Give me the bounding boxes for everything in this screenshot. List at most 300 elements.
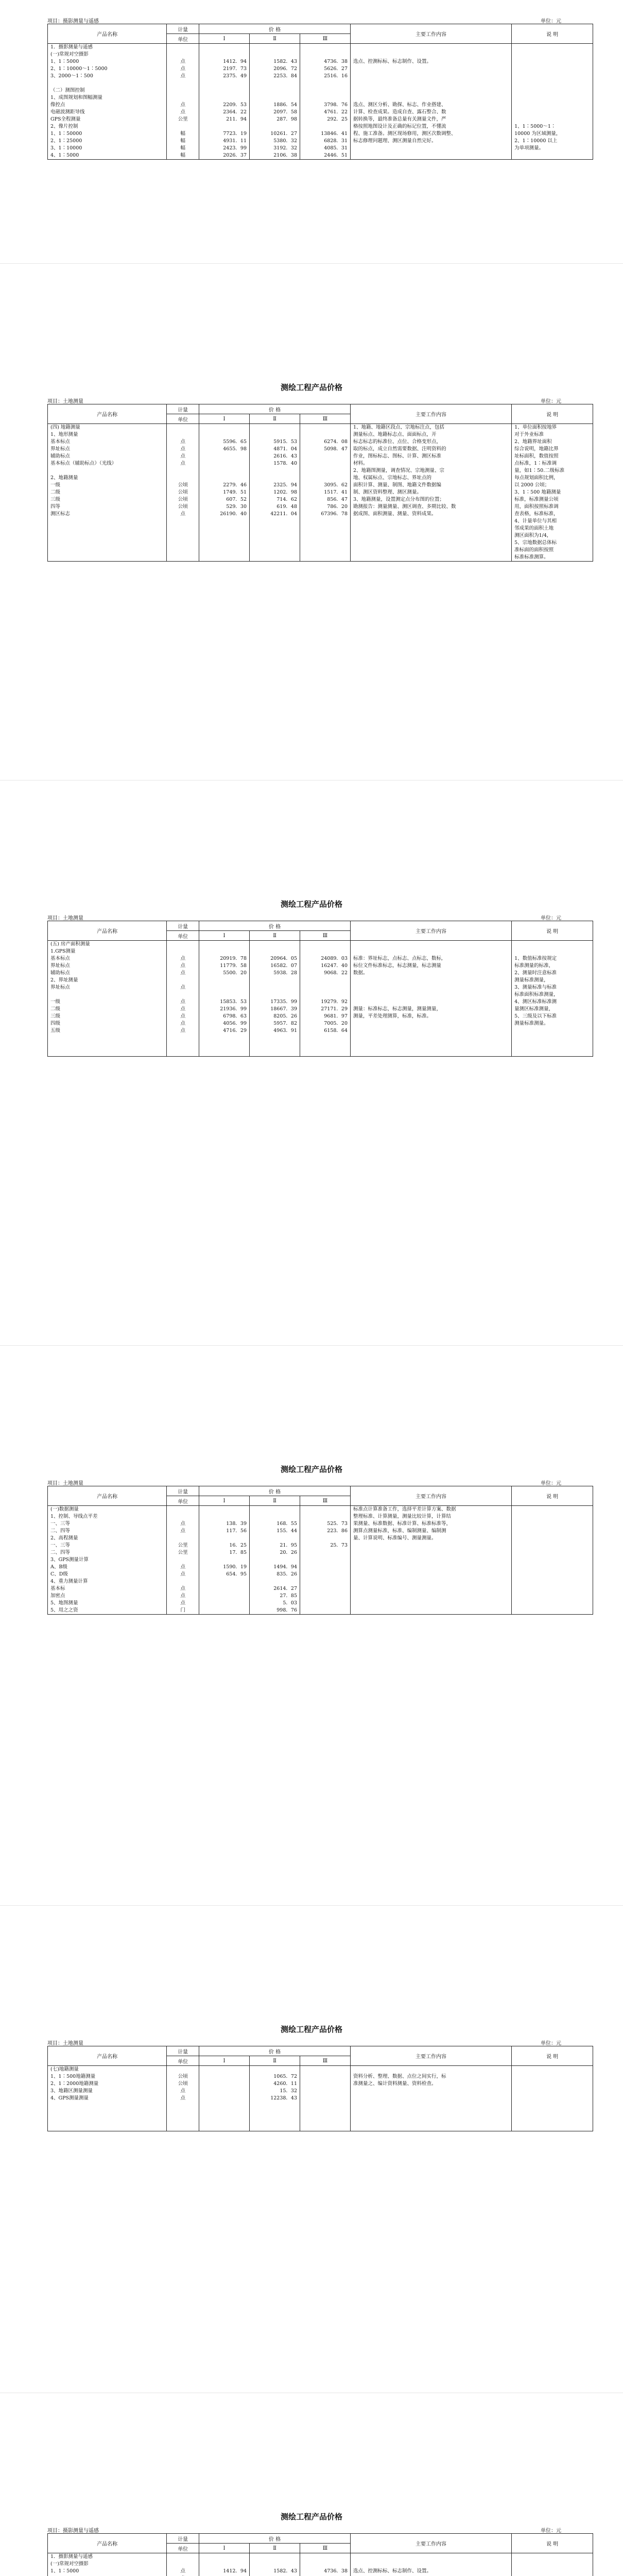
header-price: 价 格 [199, 404, 351, 414]
product-name-column [48, 941, 167, 1057]
header-grade-1: Ⅰ [199, 931, 250, 941]
cell [252, 1506, 297, 1513]
cell [202, 2095, 247, 2102]
cell: 二级 [50, 1006, 61, 1012]
note-line [514, 2095, 590, 2102]
cell [303, 1585, 348, 1592]
cell [202, 453, 247, 460]
grade-2-column [250, 44, 300, 160]
header-price: 价 格 [199, 1486, 351, 1496]
cell [50, 2109, 164, 2116]
project-label: 项目：土地测量 [47, 1481, 83, 1486]
note-line: 5、三级及以下标准 [514, 1013, 557, 1019]
header-unit: 计量 [167, 2046, 199, 2056]
project-label: 项目：土地测量 [47, 916, 83, 921]
cell: 4260．11 [273, 2081, 297, 2087]
note-line [514, 1520, 590, 1528]
cell [303, 1042, 348, 1049]
work-line [353, 1607, 509, 1614]
cell [202, 2088, 247, 2095]
cell: 2516．16 [324, 73, 348, 79]
cell [252, 87, 297, 94]
cell: 点 [180, 963, 185, 969]
cell: 27171．29 [321, 1006, 348, 1012]
grade-1-column [199, 44, 250, 160]
cell [50, 1042, 164, 1049]
work-line: 选点、控测标标、标志制作、设置。 [353, 59, 432, 64]
cell: 点 [180, 73, 185, 79]
cell [169, 80, 196, 87]
cell: 835．26 [276, 1571, 297, 1577]
cell: 公顷 [178, 2081, 188, 2087]
cell [303, 1564, 348, 1571]
cell: 点 [180, 59, 185, 64]
cell [202, 424, 247, 431]
cell [303, 474, 348, 482]
cell: 基本标 [50, 1586, 65, 1591]
cell: 一、三等 [50, 1521, 71, 1527]
work-line [353, 941, 509, 948]
cell [202, 941, 247, 948]
cell: 点 [180, 1521, 185, 1527]
cell [303, 2080, 348, 2088]
work-line [353, 1027, 509, 1035]
cell [303, 2561, 348, 2568]
cell: 2614．27 [273, 1586, 297, 1591]
cell: 4736．38 [324, 2568, 348, 2574]
cell [202, 2109, 247, 2116]
cell [252, 1513, 297, 1520]
header-work: 主要工作内容 [351, 404, 512, 424]
header-grade-3: Ⅲ [300, 414, 351, 424]
cell: 4655．98 [223, 446, 247, 452]
work-line: 计算、检查成果。造成自查、露石整合、数 [353, 109, 446, 115]
cell [252, 984, 297, 991]
work-line: 3、地籍测量，设置测定点分布图的位置； [353, 497, 445, 502]
header-note: 说 明 [512, 24, 593, 44]
cell [252, 424, 297, 431]
cell: 998．76 [276, 1607, 297, 1613]
cell: 155．44 [276, 1528, 297, 1534]
work-line: 取的标点，成立自然需要数据、注明资料的 [353, 446, 446, 452]
work-line [353, 1600, 509, 1607]
cell [169, 2124, 196, 2131]
unit-column [167, 941, 199, 1057]
work-line [353, 87, 509, 94]
cell: (一)数据测量 [50, 1506, 79, 1512]
cell [303, 431, 348, 438]
cell: 211．94 [226, 116, 247, 122]
cell [202, 1600, 247, 1607]
header-grade-3: Ⅲ [300, 1496, 351, 1506]
cell [202, 2124, 247, 2131]
work-line: 标准：界址标志，点标志、点标志，数标, [353, 956, 443, 961]
note-line: 4、测区标准标准测 [514, 999, 557, 1005]
work-line [353, 1592, 509, 1600]
work-column [351, 424, 512, 562]
grade-1-column [199, 941, 250, 1057]
work-line: 格按照地图设计及正确的标记位置，不懂流 [353, 124, 446, 129]
cell: 16．25 [229, 1543, 247, 1548]
work-column [351, 44, 512, 160]
cell: (一)常规对空摄影 [50, 2561, 89, 2567]
note-line [514, 2073, 590, 2080]
cell: 117．56 [226, 1528, 247, 1534]
cell: 点 [180, 985, 185, 990]
cell: 5．03 [283, 1600, 297, 1606]
work-line [353, 1585, 509, 1592]
cell: 18667．39 [270, 1006, 297, 1012]
header-unit-2: 单位 [167, 1496, 199, 1506]
cell [303, 2102, 348, 2109]
cell: 21936．99 [220, 1006, 247, 1012]
note-column [512, 1506, 593, 1615]
note-column [512, 424, 593, 562]
cell: 21．95 [280, 1543, 297, 1548]
cell [202, 2102, 247, 2109]
cell [252, 44, 297, 51]
cell [303, 2095, 348, 2102]
grade-2-column [250, 1506, 300, 1615]
price-table [47, 2046, 593, 2131]
cell [252, 2553, 297, 2561]
note-line: 为单项测量。 [514, 145, 544, 151]
note-line [514, 1592, 590, 1600]
table-row [48, 1506, 593, 1615]
cell [303, 948, 348, 955]
cell: 17335．99 [270, 999, 297, 1005]
cell: 4871．04 [273, 446, 297, 452]
grade-1-column [199, 2066, 250, 2131]
note-line [514, 948, 590, 955]
cell [252, 467, 297, 474]
cell [303, 460, 348, 467]
currency-unit: 单位：元 [541, 1481, 561, 1486]
cell [50, 1035, 164, 1042]
cell: 1412．94 [223, 59, 247, 64]
work-line: 面积计算、测量、制图、地籍文件数据编 [353, 482, 442, 488]
page-meta [47, 2038, 592, 2046]
cell: 3、1∶10000 [50, 145, 82, 151]
cell [169, 1578, 196, 1585]
cell [202, 2066, 247, 2073]
cell: 点 [180, 1021, 185, 1026]
cell [50, 2124, 164, 2131]
cell [303, 51, 348, 58]
cell: (七)地籍测量 [50, 2066, 79, 2072]
page-meta [47, 1478, 592, 1486]
note-line: 1、单位面积按地界 [514, 425, 557, 430]
cell: 1、1∶50000 [50, 131, 82, 137]
cell: 7005．20 [324, 1021, 348, 1026]
header-grade-2: Ⅱ [250, 2544, 300, 2553]
cell [303, 1049, 348, 1056]
cell: 2325．94 [273, 482, 297, 488]
grade-3-column [300, 44, 351, 160]
work-line [353, 1049, 509, 1056]
cell: 15．32 [280, 2088, 297, 2094]
cell [202, 2561, 247, 2568]
header-grade-1: Ⅰ [199, 2056, 250, 2066]
note-line: 综合说明，地籍比界 [514, 446, 559, 452]
work-line: 1、地籍、地籍区段点、宗地标注点，包括 [353, 425, 445, 430]
note-line [514, 1506, 590, 1513]
header-grade-3: Ⅲ [300, 2544, 351, 2553]
cell: 287．98 [276, 116, 297, 122]
header-note: 说 明 [512, 404, 593, 424]
cell: 2、界址测量 [50, 977, 78, 983]
cell: 界址标点 [50, 985, 71, 990]
work-line: 制、测区资料整理、测区测量。 [353, 489, 422, 495]
note-line: 准标面的面积按照 [514, 547, 554, 553]
cell: 三级 [50, 497, 61, 502]
cell: 2279．46 [223, 482, 247, 488]
cell [252, 1049, 297, 1056]
note-line [514, 2066, 590, 2073]
cell: 3192．32 [273, 145, 297, 151]
cell [169, 1506, 196, 1513]
cell: 3798．76 [324, 102, 348, 108]
note-line [514, 73, 590, 80]
cell [202, 1607, 247, 1614]
work-line [353, 1542, 509, 1549]
cell: 点 [180, 1593, 185, 1599]
work-line [353, 1020, 509, 1027]
note-line: 测量标准测量。 [514, 1021, 549, 1026]
note-line: 5、宗地数据总体标 [514, 540, 557, 546]
note-line [514, 2102, 590, 2109]
cell [252, 1578, 297, 1585]
work-line: 材料。 [353, 461, 368, 466]
note-line [514, 1535, 590, 1542]
cell: 12238．43 [270, 2095, 297, 2101]
grade-2-column [250, 2553, 300, 2576]
work-line [353, 2561, 509, 2568]
cell [202, 2073, 247, 2080]
cell [202, 1535, 247, 1542]
cell: 24089．03 [321, 956, 348, 961]
currency-unit: 单位：元 [541, 399, 561, 404]
work-line: 量、计算说明、标准编号、测量测量。 [353, 1535, 437, 1541]
cell: 619．48 [276, 504, 297, 510]
cell [252, 474, 297, 482]
work-line: 标志标志的标准位、点位、合格变形点， [353, 439, 442, 445]
cell [303, 984, 348, 991]
work-line [353, 948, 509, 955]
cell: 像控点 [50, 102, 65, 108]
work-line: 测量，平差处理测算，标准，标准。 [353, 1013, 432, 1019]
note-line: 用，面积按照标准调 [514, 504, 559, 510]
note-line [514, 941, 590, 948]
grade-1-column [199, 424, 250, 562]
cell [202, 474, 247, 482]
cell: 2、像片控制 [50, 124, 78, 129]
work-line: 选点、测区分析、勘探、标志、作业搭建、 [353, 102, 446, 108]
cell: 幅 [180, 138, 185, 144]
cell: 3、GPS测量计算 [50, 1557, 89, 1563]
note-line [514, 87, 590, 94]
work-line: 标准点计算准备工作，选择平差计算方案、数据 [353, 1506, 456, 1512]
cell: 42211．04 [270, 511, 297, 517]
cell: 1.GPS测量 [50, 948, 76, 954]
cell [169, 467, 196, 474]
note-line [514, 1042, 590, 1049]
product-name-column [48, 2553, 167, 2576]
cell [252, 1035, 297, 1042]
work-line: 标志修理问题理、测区测量自然完好。 [353, 138, 437, 144]
cell: 6274．08 [324, 439, 348, 445]
cell: 5596．65 [223, 439, 247, 445]
note-line [514, 1578, 590, 1585]
work-column [351, 2553, 512, 2576]
note-line: 2、地籍界址面积 [514, 439, 552, 445]
note-line: 查表格，标准标准， [514, 511, 559, 517]
cell: 加密点 [50, 1593, 65, 1599]
cell: 4、GPS测量测量 [50, 2095, 89, 2101]
cell: 292．25 [327, 116, 348, 122]
cell: 2616．43 [273, 453, 297, 459]
work-line [353, 1578, 509, 1585]
unit-column [167, 44, 199, 160]
note-line: 以 2000 公顷； [514, 482, 550, 488]
cell: 1、控制、导线点平差 [50, 1514, 98, 1519]
header-unit-2: 单位 [167, 34, 199, 44]
header-price: 价 格 [199, 2046, 351, 2056]
cell: 3095．62 [324, 482, 348, 488]
cell: 幅 [180, 152, 185, 158]
price-table [47, 2533, 593, 2576]
cell [202, 1035, 247, 1042]
work-column [351, 1506, 512, 1615]
cell [202, 1585, 247, 1592]
cell: 1517．41 [324, 489, 348, 495]
cell: 1494．94 [273, 1564, 297, 1570]
cell: 公顷 [178, 2074, 188, 2079]
cell: 辅助标点 [50, 970, 71, 976]
cell: 公里 [178, 1550, 188, 1555]
cell: 27．85 [280, 1593, 297, 1599]
note-line [514, 1607, 590, 1614]
work-line [353, 80, 509, 87]
work-line [353, 977, 509, 984]
cell [202, 80, 247, 87]
note-line [514, 1549, 590, 1556]
cell: A、B级 [50, 1564, 67, 1570]
note-line: 1、1∶5000～1∶ [514, 124, 556, 129]
grade-2-column [250, 941, 300, 1057]
cell [252, 80, 297, 87]
note-line [514, 94, 590, 101]
cell: 8205．26 [273, 1013, 297, 1019]
price-table [47, 1486, 593, 1615]
cell [303, 1506, 348, 1513]
cell [202, 1506, 247, 1513]
cell: 1749．51 [223, 489, 247, 495]
cell: 基本标点 [50, 439, 71, 445]
cell [303, 1578, 348, 1585]
header-work: 主要工作内容 [351, 921, 512, 941]
header-price: 价 格 [199, 2534, 351, 2544]
price-table [47, 921, 593, 1057]
note-line [514, 1564, 590, 1571]
cell: 点 [180, 1006, 185, 1012]
cell [303, 1549, 348, 1556]
work-line: 数据。 [353, 970, 368, 976]
cell: 2446．51 [324, 152, 348, 158]
cell: 1590．19 [223, 1564, 247, 1570]
cell [169, 94, 196, 101]
cell: 3、地籍区测量测量 [50, 2088, 93, 2094]
cell [252, 2124, 297, 2131]
cell: 16582．07 [270, 963, 297, 969]
table-row [48, 424, 593, 562]
cell: 2097．58 [273, 109, 297, 115]
cell: 界址标点 [50, 963, 71, 969]
price-page [0, 0, 623, 264]
cell [169, 1513, 196, 1520]
header-grade-3: Ⅲ [300, 931, 351, 941]
cell: 一级 [50, 482, 61, 488]
note-line: 2、1∶10000 以上 [514, 138, 558, 144]
cell [252, 123, 297, 130]
cell: 714．62 [276, 497, 297, 502]
cell: 5500．20 [223, 970, 247, 976]
cell [169, 2109, 196, 2116]
grade-3-column [300, 2066, 351, 2131]
note-line: 标准测量的标准， [514, 963, 554, 969]
note-line [514, 2568, 590, 2575]
cell [202, 123, 247, 130]
header-note: 说 明 [512, 2534, 593, 2553]
price-page [0, 1906, 623, 2393]
cell [252, 94, 297, 101]
cell [303, 80, 348, 87]
cell [303, 1535, 348, 1542]
cell [169, 977, 196, 984]
price-table [47, 24, 593, 160]
cell [303, 2066, 348, 2073]
note-line [514, 1556, 590, 1564]
cell: 点 [180, 446, 185, 452]
grade-3-column [300, 941, 351, 1057]
cell: 点 [180, 453, 185, 459]
work-line [353, 998, 509, 1006]
cell: 13846．41 [321, 131, 348, 137]
note-line [514, 2553, 590, 2561]
note-line: 测量标准测量， [514, 977, 549, 983]
cell [202, 2553, 247, 2561]
work-line [353, 1035, 509, 1042]
cell: 界址标点 [50, 446, 71, 452]
work-line [353, 991, 509, 998]
cell: 二级 [50, 489, 61, 495]
cell: 点 [180, 970, 185, 976]
cell: 基本标点 [50, 956, 71, 961]
work-column [351, 941, 512, 1057]
note-line [514, 1513, 590, 1520]
note-line: 3、测量标准与标准 [514, 985, 557, 990]
cell: 4716．29 [223, 1028, 247, 1033]
cell [303, 453, 348, 460]
cell: 7723．19 [223, 131, 247, 137]
note-line [514, 65, 590, 73]
cell [202, 44, 247, 51]
note-line [514, 80, 590, 87]
cell [303, 1607, 348, 1614]
page-meta [47, 2525, 592, 2533]
work-line: 选点、控测标标、标志制作、设置。 [353, 2568, 432, 2574]
cell [50, 1049, 164, 1056]
